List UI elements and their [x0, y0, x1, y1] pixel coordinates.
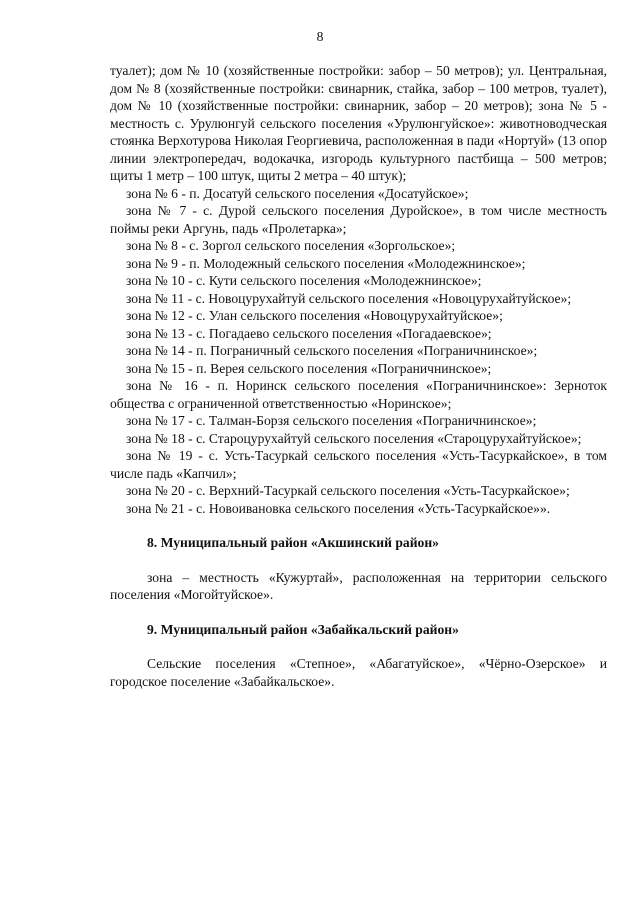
section-9-text: Сельские поселения «Степное», «Абагатуйское», «Чёрно-Озерское» и городское поселение «Забайкальское». [110, 656, 607, 689]
paragraph-zone-9: зона № 9 - п. Молодежный сельского поселения «Молодежнинское»; [126, 255, 526, 271]
section-8-heading: 8. Муниципальный район «Акшинский район» [147, 535, 439, 550]
section-8-text: зона – местность «Кужуртай», расположенная на территории сельского поселения «Могойтуйское». [110, 569, 607, 602]
paragraph-zone-13: зона № 13 - с. Погадаево сельского поселения «Погадаевское»; [126, 325, 492, 341]
paragraph-zone-10: зона № 10 - с. Кути сельского поселения «Молодежнинское»; [126, 273, 482, 288]
paragraph-zone-20: зона № 20 - с. Верхний-Тасуркай сельского поселения «Усть-Тасуркайское»; [126, 483, 570, 498]
paragraph-zone-18: зона № 18 - с. Староцурухайтуй сельского поселения «Староцурухайтуйское»; [126, 430, 582, 446]
paragraph-zone-16: зона № 16 - п. Норинск сельского поселения «Пограничнинское»: Зерноток общества с ограниченной ответственностью «Норинское»; [110, 378, 607, 411]
paragraph-zone-11: зона № 11 - с. Новоцурухайтуй сельского поселения «Новоцурухайтуйское»; [126, 290, 572, 306]
paragraph-zone-19: зона № 19 - с. Усть-Тасуркай сельского поселения «Усть-Тасуркайское», в том числе падь «Капчил»; [110, 448, 607, 481]
paragraph-zone-14: зона № 14 - п. Пограничный сельского поселения «Пограничнинское»; [126, 343, 538, 358]
paragraph-1: туалет); дом № 10 (хозяйственные постройки: забор – 50 метров); ул. Центральная, дом № 8 (хозяйственные постройки: свинарник, стайка, забор – 100 метров, туалет), дом № 10 (хозяйственные постройки: свинарник, забор – 20 метров); зона № 5 - местность с. Урулюнгуй сельского поселения «Урулюнгуйское»: животноводческая стоянка Верхотурова Николая Георгиевича, расположенная в пади «Нортуй» (13 опор линии электропередач, водокачка, изгородь культурного пастбища – 500 метров; щиты 1 метр – 100 штук, щиты 2 метра – 40 штук); [110, 63, 607, 183]
paragraph-zone-17: зона № 17 - с. Талман-Борзя сельского поселения «Пограничнинское»; [126, 413, 537, 428]
paragraph-zone-21: зона № 21 - с. Новоивановка сельского поселения «Усть-Тасуркайское»». [126, 500, 551, 516]
section-9-heading: 9. Муниципальный район «Забайкальский район» [147, 621, 459, 637]
paragraph-zone-12: зона № 12 - с. Улан сельского поселения «Новоцурухайтуйское»; [126, 308, 503, 323]
paragraph-zone-8: зона № 8 - с. Зоргол сельского поселения «Зоргольское»; [126, 238, 456, 253]
page-number: 8 [316, 29, 324, 44]
paragraph-zone-6: зона № 6 - п. Досатуй сельского поселения «Досатуйское»; [126, 185, 469, 201]
document-body [110, 62, 607, 690]
paragraph-zone-15: зона № 15 - п. Верея сельского поселения «Пограничнинское»; [126, 360, 492, 376]
paragraph-zone-7: зона № 7 - с. Дурой сельского поселения Дуройское», в том числе местность поймы реки Аргунь, падь «Пролетарка»; [110, 203, 607, 236]
